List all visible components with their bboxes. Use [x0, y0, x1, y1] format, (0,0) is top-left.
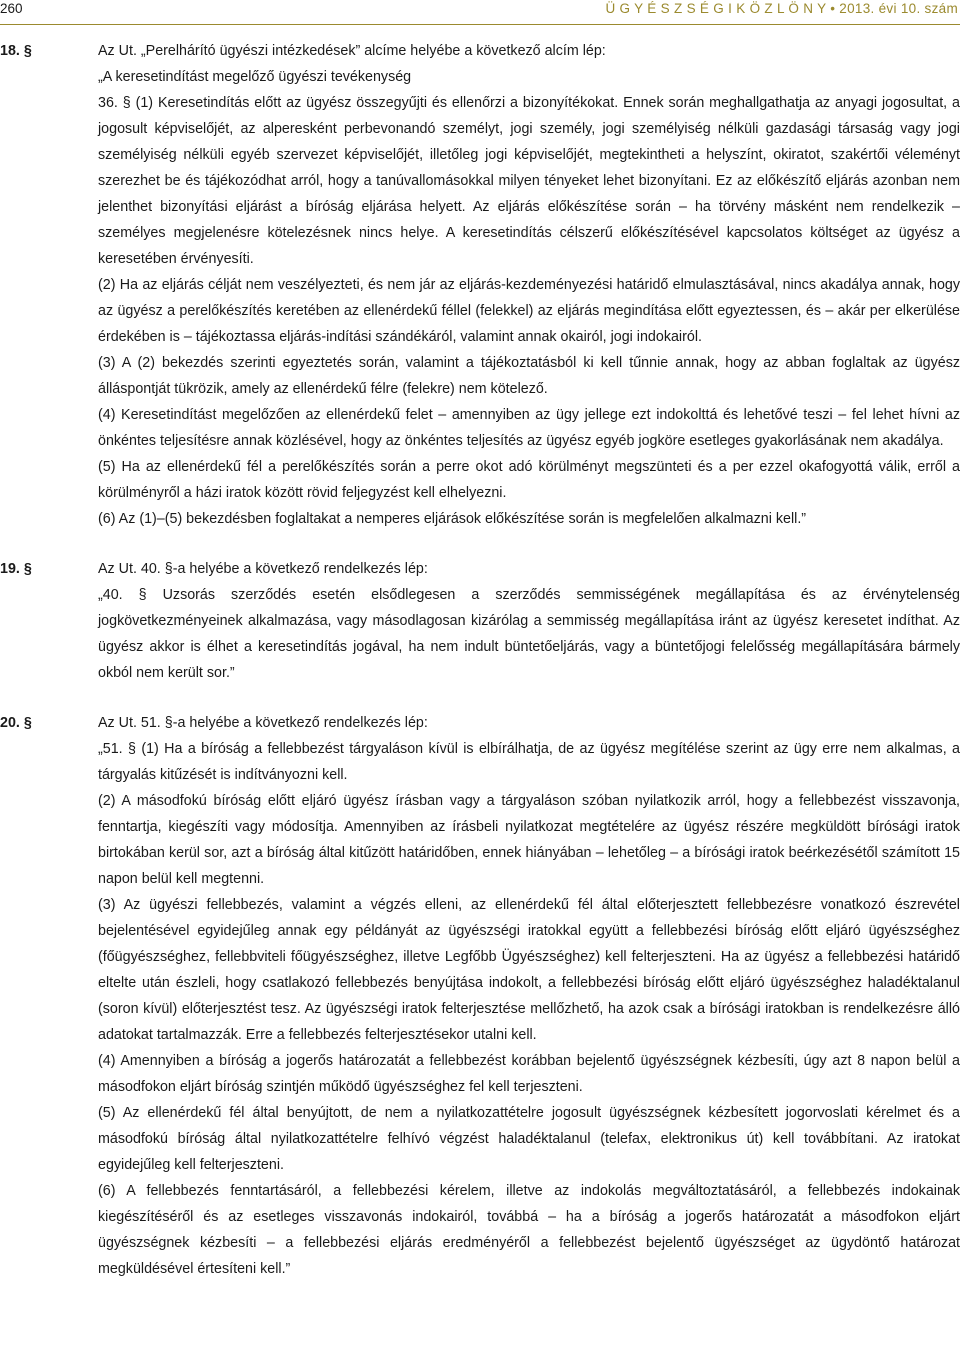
- paragraph: Az Ut. 40. §-a helyébe a következő rendelkezés lép:: [98, 561, 428, 577]
- paragraph: Az Ut. „Perelhárító ügyészi intézkedések” alcíme helyébe a következő alcím lép:: [98, 43, 606, 59]
- section-gap: [0, 532, 960, 556]
- section-body: [98, 38, 960, 532]
- section-number: 20. §: [0, 715, 32, 731]
- page-number: 260: [0, 1, 23, 16]
- section-body: [98, 710, 960, 1282]
- journal-title: Ü G Y É S Z S É G I K Ö Z L Ö N Y • 2013. évi 10. szám: [605, 1, 958, 16]
- document-body: [0, 38, 960, 1282]
- paragraph: „51. § (1) Ha a bíróság a fellebbezést tárgyaláson kívül is elbírálhatja, de az ügyész megítélése szerint az ügy erre nem alkalmas, a tárgyalás kitűzését is indítványozni kell.: [98, 741, 960, 783]
- section-gap: [0, 686, 960, 710]
- paragraph: (6) Az (1)–(5) bekezdésben foglaltakat a nemperes eljárások előkészítése során is megfelelően alkalmazni kell.”: [98, 511, 807, 527]
- paragraph: (4) Keresetindítást megelőzően az ellenérdekű felet – amennyiben az ügy jellege ezt indokolttá és lehetővé teszi – fel lehet hívni az önkéntes teljesítésre annak közlésével, hogy az önkéntes teljesítés az ügyész egyéb jogköre esetleges gyakorlásának nem akadálya.: [98, 407, 960, 449]
- paragraph: „A keresetindítást megelőző ügyészi tevékenység: [98, 69, 412, 85]
- section-19: [0, 556, 960, 686]
- header-rule: [0, 24, 960, 25]
- section-body: [98, 556, 960, 686]
- paragraph: Az Ut. 51. §-a helyébe a következő rendelkezés lép:: [98, 715, 428, 731]
- page-header: [0, 0, 960, 24]
- paragraph: (4) Amennyiben a bíróság a jogerős határozatát a fellebbezést korábban bejelentő ügyészségnek kézbesíti, úgy azt 8 napon belül a másodfokon eljárt bíróság szintjén működő ügyészséghez fel kell terjeszteni.: [98, 1053, 960, 1095]
- paragraph: (3) A (2) bekezdés szerinti egyeztetés során, valamint a tájékoztatásból ki kell tűnnie annak, hogy az abban foglaltak az ügyész álláspontját tükrözik, amely az ellenérdekű félre (felekre) nem kötelező.: [98, 355, 960, 397]
- paragraph: „40. § Uzsorás szerződés esetén elsődlegesen a szerződés semmisségének megállapítása és az érvénytelenség jogkövetkezményeinek alkalmazása, vagy másodlagosan kizárólag a semmisség megállapítása iránt az ügyész keresetet indíthat. Az ügyész akkor is élhet a keresetindítás jogával, ha nem indult büntetőeljárás, vagy a büntetőjogi felelősség megállapítására bármely okból nem került sor.”: [98, 587, 960, 681]
- paragraph: (5) Az ellenérdekű fél által benyújtott, de nem a nyilatkozattételre jogosult ügyészségnek kézbesített jogorvoslati kérelmet és a másodfokú bíróság által nyilatkozattételre felhívó végzést haladéktalanul (telefax, elektronikus út) kell továbbítani. Az iratokat egyidejűleg kell felterjeszteni.: [98, 1105, 960, 1173]
- section-number: 19. §: [0, 561, 32, 577]
- paragraph: (2) A másodfokú bíróság előtt eljáró ügyész írásban vagy a tárgyaláson szóban nyilatkozik arról, hogy a fellebbezést visszavonja, fenntartja, kiegészíti vagy módosítja. Amennyiben az írásbeli nyilatkozat megtételére az ügyész részére megküldött bírósági iratok birtokában kerül sor, azt a bíróság által kitűzött határidőben, ennek hiányában – lehetőleg – a bírósági iratok beérkezésétől számított 15 napon belül kell megtenni.: [98, 793, 960, 887]
- paragraph: 36. § (1) Keresetindítás előtt az ügyész összegyűjti és ellenőrzi a bizonyítékokat. Ennek során meghallgathatja az anyagi jogosultat, a jogosult képviselőjét, az alperesként perbevonandó személyt, jogi személy, jogi személyiség nélküli gazdasági társaság vagy jogi személyiség nélküli egyéb szervezet képviselőjét, illetőleg jogi képviselőjét, megtekintheti a helyszínt, okiratot, szakértői véleményt szerezhet be és tájékozódhat arról, hogy a tanúvallomásokkal milyen tényeket lehet bizonyítani. Ez az előkészítő eljárás azonban nem jelenthet bizonyítási eljárást a bíróság eljárása helyett. Az eljárás előkészítése során – ha törvény másként nem rendelkezik – személyes megjelenésre kötelezésnek nincs helye. A keresetindítás célszerű előkészítésével kapcsolatos költséget az ügyész a keresetében érvényesíti.: [98, 95, 960, 267]
- section-18: [0, 38, 960, 532]
- section-20: [0, 710, 960, 1282]
- paragraph: (2) Ha az eljárás célját nem veszélyezteti, és nem jár az eljárás-kezdeményezési határidő elmulasztásával, nincs akadálya annak, hogy az ügyész a perelőkészítés keretében az ellenérdekű féllel (felekkel) az eljárás megindítása előtt egyeztessen, és – akár per elkerülése érdekében is – tájékoztassa eljárás-indítási szándékáról, valamint annak okairól, jogi indokairól.: [98, 277, 960, 345]
- paragraph: (3) Az ügyészi fellebbezés, valamint a végzés elleni, az ellenérdekű fél által előterjesztett fellebbezésre vonatkozó észrevétel bejelentésével egyidejűleg annak egy példányát az ügyészségi iratokkal együtt a fellebbezési bíróság előtt eljáró ügyészséghez (főügyészséghez, fellebbviteli főügyészséghez, illetve Legfőbb Ügyészséghez) kell felterjeszteni. Ha az ügyész a fellebbezési határidő eltelte után észleli, hogy csatlakozó fellebbezés benyújtása indokolt, a fellebbezési bíróság előtt eljáró ügyészséghez haladéktalanul (soron kívül) előterjesztést tesz. Az ügyészségi iratok felterjesztése mellőzhető, ha azok csak a bírósági iratokban is rendelkezésre álló adatokat tartalmazzák. Erre a fellebbezés felterjesztésekor utalni kell.: [98, 897, 960, 1043]
- paragraph: (5) Ha az ellenérdekű fél a perelőkészítés során a perre okot adó körülményt megszünteti és a per ezzel okafogyottá válik, erről a körülményről a házi iratok között rövid feljegyzést kell elhelyezni.: [98, 459, 960, 501]
- paragraph: (6) A fellebbezés fenntartásáról, a fellebbezési kérelem, illetve az indokolás megváltoztatásáról, a fellebbezés indokainak kiegészítéséről és az esetleges visszavonás indokairól, továbbá – ha a bíróság a jogerős határozatát a másodfokon eljárt ügyészségnek kézbesíti – a fellebbezési eljárás eredményéről a fellebbezést bejelentő ügyészséget az ügydöntő határozat megküldésével értesíteni kell.”: [98, 1183, 960, 1277]
- section-number: 18. §: [0, 43, 32, 59]
